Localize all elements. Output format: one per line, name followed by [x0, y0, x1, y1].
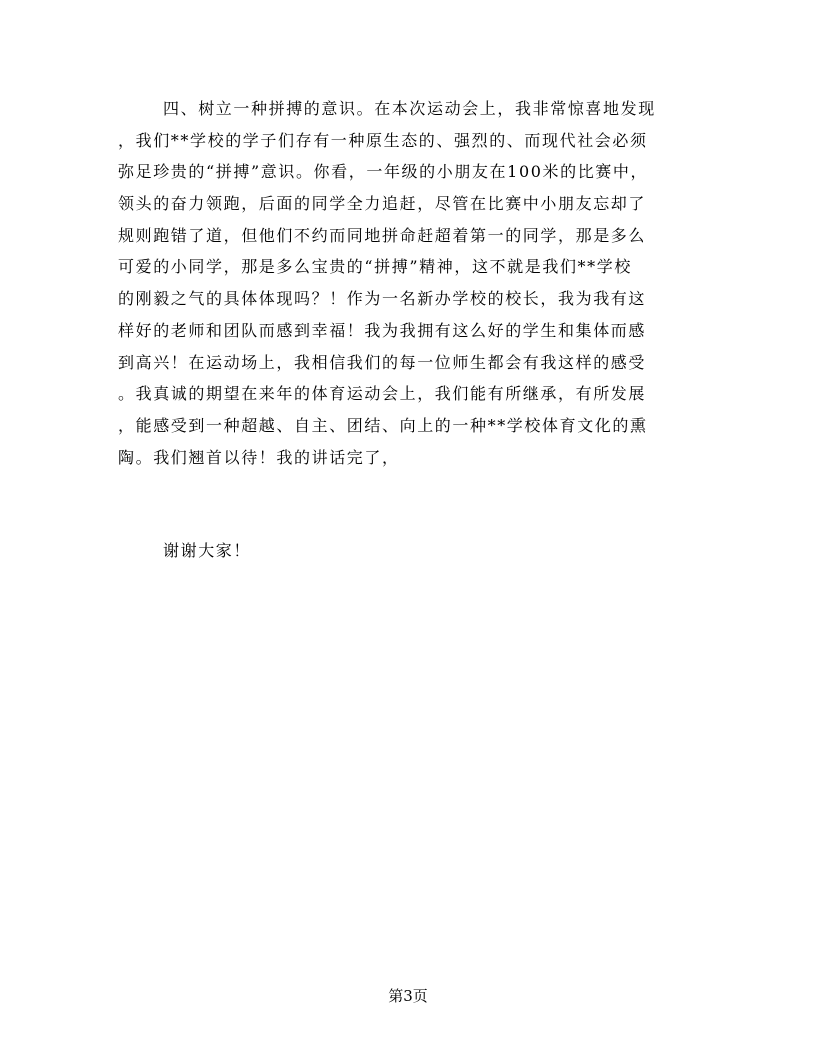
paragraph-line: 的刚毅之气的具体体现吗？！作为一名新办学校的校长，我为我有这 [118, 289, 647, 309]
paragraph-line: 可爱的小同学，那是多么宝贵的“拼搏”精神，这不就是我们**学校 [118, 257, 632, 277]
paragraph-line: 弥足珍贵的“拼搏”意识。你看，一年级的小朋友在100米的比赛中， [118, 162, 649, 182]
paragraph-line: 陶。我们翘首以待！我的讲话完了， [118, 447, 400, 467]
paragraph-line: 规则跑错了道，但他们不约而同地拼命赶超着第一的同学，那是多么 [118, 225, 647, 245]
paragraph-line: 领头的奋力领跑，后面的同学全力追赶，尽管在比赛中小朋友忘却了 [118, 194, 647, 214]
paragraph-line: ，我们**学校的学子们存有一种原生态的、强烈的、而现代社会必须 [118, 130, 648, 150]
paragraph-line: 到高兴！在运动场上，我相信我们的每一位师生都会有我这样的感受 [118, 352, 647, 372]
paragraph-line: 。我真诚的期望在来年的体育运动会上，我们能有所继承，有所发展 [118, 384, 647, 404]
speech-paragraph [118, 93, 698, 473]
paragraph-line: 四、树立一种拼搏的意识。在本次运动会上，我非常惊喜地发现 [163, 99, 656, 118]
page-number: 第3页 [388, 987, 428, 1005]
closing-line: 谢谢大家！ [163, 541, 252, 560]
paragraph-line: 样好的老师和团队而感到幸福！我为我拥有这么好的学生和集体而感 [118, 320, 647, 340]
paragraph-line: ，能感受到一种超越、自主、团结、向上的一种**学校体育文化的熏 [118, 415, 648, 435]
